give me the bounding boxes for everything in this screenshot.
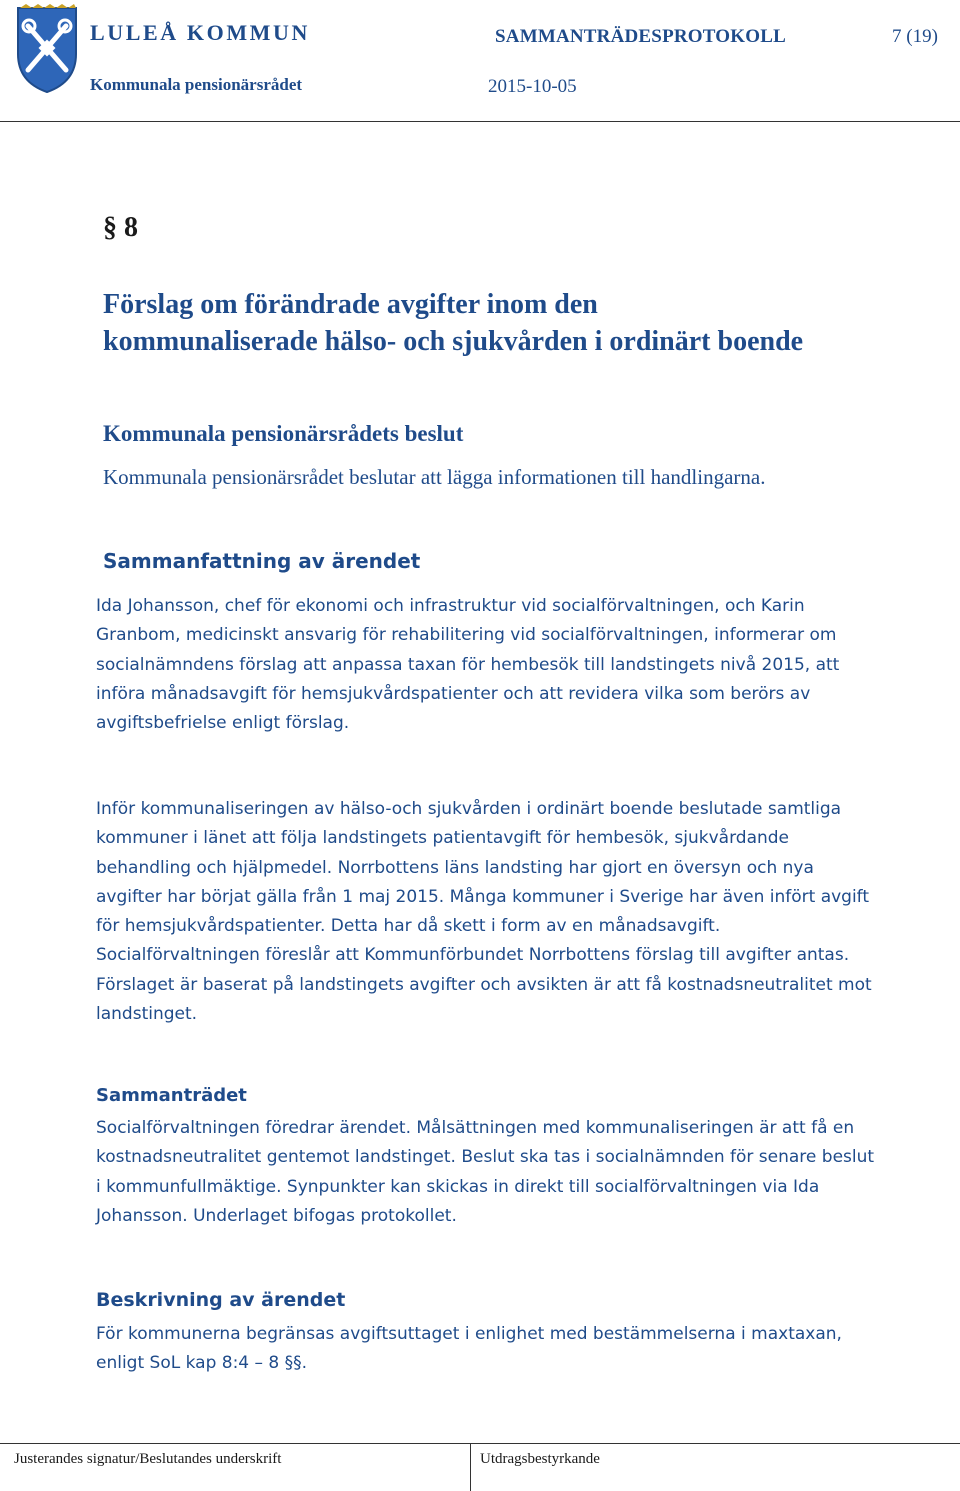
council-name: Kommunala pensionärsrådet [90, 75, 303, 94]
extract-label: Utdragsbestyrkande [480, 1451, 600, 1467]
document-type: SAMMANTRÄDESPROTOKOLL [495, 26, 786, 47]
decision-text: Kommunala pensionärsrådet beslutar att lägga informationen till handlingarna. [103, 465, 766, 489]
decision-heading: Kommunala pensionärsrådets beslut [103, 421, 464, 446]
description-heading: Beskrivning av ärendet [96, 1289, 346, 1311]
summary-heading: Sammanfattning av ärendet [103, 549, 421, 573]
description-text: För kommunerna begränsas avgiftsuttaget i enlighet med bestämmelserna i maxtaxan, enligt SoL kap 8:4 – 8 §§. [96, 1324, 842, 1374]
item-title [103, 286, 903, 360]
meeting-date: 2015-10-05 [488, 76, 577, 97]
page-number: 7 (19) [892, 26, 938, 47]
organization-name: LULEÅ KOMMUN [90, 20, 311, 45]
header-divider [0, 121, 960, 122]
meeting-text: Socialförvaltningen föredrar ärendet. Målsättningen med kommunaliseringen är att få en kostnadsneutralitet gentemot landstinget. Beslut ska tas i socialnämnden för senare beslut i kommunfullmäktige. Synpunkter kan skickas in direkt till socialförvaltningen via Ida Johansson. Underlaget bifogas protokollet. [96, 1118, 875, 1226]
summary-paragraph-2: Inför kommunaliseringen av hälso-och sjukvården i ordinärt boende beslutade samtliga kommuner i länet att följa landstingets patientavgift för hembesök, sjukvårdande behandling och hjälpmedel. Norrbottens läns landsting har gjort en översyn och nya avgifter har börjat gälla från 1 maj 2015. Många kommuner i Sverige har även infört avgift för hemsjukvårdspatienter. Detta har då skett i form av en månadsavgift. Socialförvaltningen föreslår att Kommunförbundet Norrbottens förslag till avgifter antas. Förslaget är baserat på landstingets avgifter och avsikten är att få kostnadsneutralitet mot landstinget. [96, 799, 872, 1025]
coat-of-arms-logo [14, 4, 80, 94]
signature-label: Justerandes signatur/Beslutandes underskrift [14, 1451, 282, 1467]
footer-divider [0, 1443, 960, 1444]
meeting-heading: Sammanträdet [96, 1085, 247, 1106]
footer-column-divider [470, 1443, 471, 1491]
paragraph-number: § 8 [103, 212, 138, 243]
item-title-line1: Förslag om förändrade avgifter inom den [103, 289, 598, 320]
summary-paragraph: Ida Johansson, chef för ekonomi och infrastruktur vid socialförvaltningen, och Karin Granbom, medicinskt ansvarig för rehabilitering vid socialförvaltningen, informerar om socialnämndens förslag att anpassa taxan för hembesök till landstingets nivå 2015, att införa månadsavgift för hemsjukvårdspatienter och att revidera vilka som berörs av avgiftsbefrielse enligt förslag. [96, 596, 840, 734]
item-title-line2: kommunaliserade hälso- och sjukvården i ordinärt boende [103, 326, 804, 357]
